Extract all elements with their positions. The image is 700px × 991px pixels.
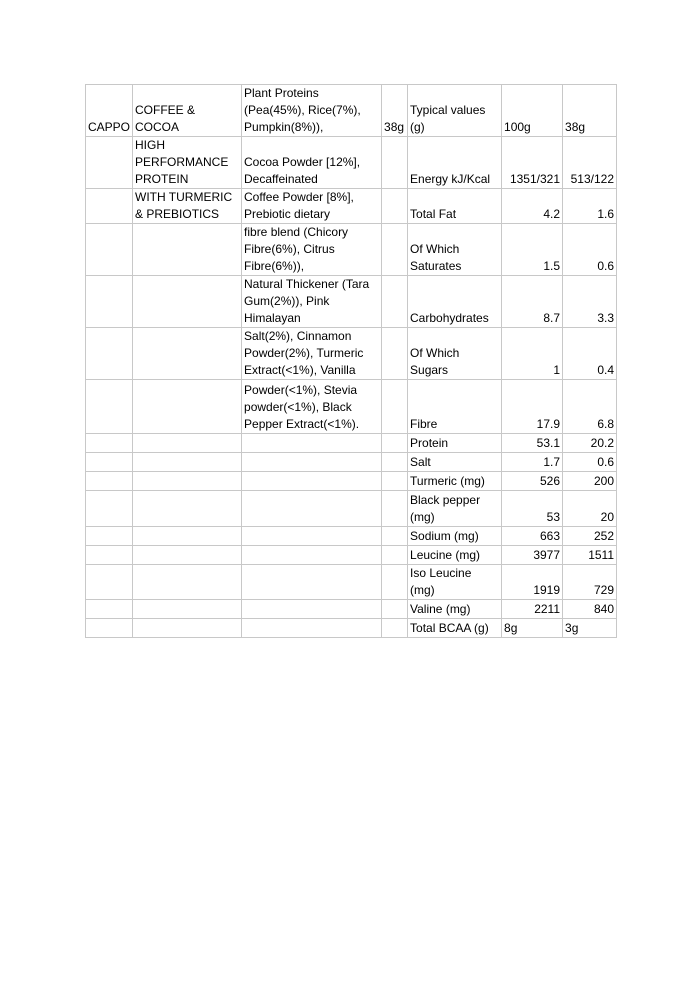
per-serving-value-cell[interactable]: 3.3 bbox=[563, 276, 617, 328]
table-row bbox=[86, 600, 617, 619]
empty-cell[interactable] bbox=[133, 380, 242, 434]
empty-cell[interactable] bbox=[86, 189, 133, 224]
empty-cell[interactable] bbox=[86, 328, 133, 380]
per-serving-value-cell[interactable]: 20 bbox=[563, 491, 617, 527]
table-row bbox=[86, 472, 617, 491]
empty-cell[interactable] bbox=[133, 527, 242, 546]
ingredients-cell[interactable]: Powder(<1%), Stevia powder(<1%), Black Pepper Extract(<1%). bbox=[242, 380, 382, 434]
per-serving-value-cell[interactable]: 0.4 bbox=[563, 328, 617, 380]
empty-cell[interactable] bbox=[382, 380, 408, 434]
empty-cell[interactable] bbox=[86, 619, 133, 638]
empty-cell[interactable] bbox=[242, 453, 382, 472]
table-row bbox=[86, 137, 617, 189]
per-serving-value-cell[interactable]: 513/122 bbox=[563, 137, 617, 189]
table-row bbox=[86, 189, 617, 224]
empty-cell[interactable] bbox=[86, 276, 133, 328]
empty-cell[interactable] bbox=[382, 600, 408, 619]
table-row bbox=[86, 565, 617, 600]
empty-cell[interactable] bbox=[242, 619, 382, 638]
empty-cell[interactable] bbox=[133, 491, 242, 527]
empty-cell[interactable] bbox=[133, 565, 242, 600]
empty-cell[interactable] bbox=[86, 472, 133, 491]
per-serving-value-cell[interactable]: 1.6 bbox=[563, 189, 617, 224]
per-serving-header[interactable]: 38g bbox=[563, 85, 617, 137]
brand-cell[interactable]: CAPPO bbox=[86, 85, 133, 137]
per-100g-header[interactable]: 100g bbox=[502, 85, 563, 137]
nutrient-label-cell[interactable]: Protein bbox=[408, 434, 502, 453]
per-100g-value-cell[interactable]: 1919 bbox=[502, 565, 563, 600]
nutrient-label-cell[interactable]: Black pepper (mg) bbox=[408, 491, 502, 527]
ingredients-cell[interactable]: Salt(2%), Cinnamon Powder(2%), Turmeric Extract(<1%), Vanilla bbox=[242, 328, 382, 380]
empty-cell[interactable] bbox=[382, 137, 408, 189]
per-serving-value-cell[interactable]: 729 bbox=[563, 565, 617, 600]
table-row bbox=[86, 380, 617, 434]
per-100g-value-cell[interactable]: 1 bbox=[502, 328, 563, 380]
per-100g-value-cell[interactable]: 1351/321 bbox=[502, 137, 563, 189]
empty-cell[interactable] bbox=[86, 546, 133, 565]
nutrient-label-cell[interactable]: Energy kJ/Kcal bbox=[408, 137, 502, 189]
nutrition-table bbox=[85, 84, 617, 638]
empty-cell[interactable] bbox=[242, 434, 382, 453]
empty-cell[interactable] bbox=[86, 380, 133, 434]
per-100g-value-cell[interactable]: 526 bbox=[502, 472, 563, 491]
empty-cell[interactable] bbox=[242, 472, 382, 491]
per-100g-value-cell[interactable]: 663 bbox=[502, 527, 563, 546]
product-descriptor-cell[interactable]: WITH TURMERIC & PREBIOTICS bbox=[133, 189, 242, 224]
per-100g-value-cell[interactable]: 4.2 bbox=[502, 189, 563, 224]
nutrient-label-cell[interactable]: Valine (mg) bbox=[408, 600, 502, 619]
nutrient-label-cell[interactable]: Leucine (mg) bbox=[408, 546, 502, 565]
empty-cell[interactable] bbox=[242, 546, 382, 565]
per-serving-value-cell[interactable]: 1511 bbox=[563, 546, 617, 565]
table-row bbox=[86, 276, 617, 328]
empty-cell[interactable] bbox=[382, 328, 408, 380]
empty-cell[interactable] bbox=[242, 527, 382, 546]
ingredients-cell[interactable]: Natural Thickener (Tara Gum(2%)), Pink Himalayan bbox=[242, 276, 382, 328]
per-100g-value-cell[interactable]: 8.7 bbox=[502, 276, 563, 328]
empty-cell[interactable] bbox=[382, 546, 408, 565]
empty-cell[interactable] bbox=[86, 565, 133, 600]
per-serving-value-cell[interactable]: 200 bbox=[563, 472, 617, 491]
empty-cell[interactable] bbox=[133, 619, 242, 638]
per-100g-value-cell[interactable]: 1.5 bbox=[502, 224, 563, 276]
product-descriptor-cell[interactable]: HIGH PERFORMANCE PROTEIN bbox=[133, 137, 242, 189]
table-row bbox=[86, 434, 617, 453]
per-100g-value-cell[interactable]: 17.9 bbox=[502, 380, 563, 434]
header-row bbox=[86, 85, 617, 137]
nutrient-label-cell[interactable]: Iso Leucine (mg) bbox=[408, 565, 502, 600]
per-serving-value-cell[interactable]: 840 bbox=[563, 600, 617, 619]
per-100g-value-cell[interactable]: 8g bbox=[502, 619, 563, 638]
empty-cell[interactable] bbox=[242, 565, 382, 600]
empty-cell[interactable] bbox=[133, 453, 242, 472]
serving-size-cell[interactable]: 38g bbox=[382, 85, 408, 137]
per-serving-value-cell[interactable]: 3g bbox=[563, 619, 617, 638]
empty-cell[interactable] bbox=[133, 600, 242, 619]
per-serving-value-cell[interactable]: 0.6 bbox=[563, 453, 617, 472]
per-100g-value-cell[interactable]: 2211 bbox=[502, 600, 563, 619]
empty-cell[interactable] bbox=[242, 600, 382, 619]
per-serving-value-cell[interactable]: 252 bbox=[563, 527, 617, 546]
empty-cell[interactable] bbox=[382, 453, 408, 472]
typical-values-header[interactable]: Typical values (g) bbox=[408, 85, 502, 137]
table-row bbox=[86, 453, 617, 472]
empty-cell[interactable] bbox=[382, 472, 408, 491]
table-row bbox=[86, 224, 617, 276]
empty-cell[interactable] bbox=[86, 137, 133, 189]
nutrient-label-cell[interactable]: Fibre bbox=[408, 380, 502, 434]
empty-cell[interactable] bbox=[382, 189, 408, 224]
nutrient-label-cell[interactable]: Total Fat bbox=[408, 189, 502, 224]
table-row bbox=[86, 491, 617, 527]
empty-cell[interactable] bbox=[382, 224, 408, 276]
empty-cell[interactable] bbox=[86, 434, 133, 453]
empty-cell[interactable] bbox=[133, 328, 242, 380]
empty-cell[interactable] bbox=[382, 276, 408, 328]
empty-cell[interactable] bbox=[86, 453, 133, 472]
empty-cell[interactable] bbox=[382, 434, 408, 453]
empty-cell[interactable] bbox=[133, 276, 242, 328]
ingredients-cell[interactable]: Plant Proteins (Pea(45%), Rice(7%), Pumpkin(8%)), bbox=[242, 85, 382, 137]
nutrient-label-cell[interactable]: Sodium (mg) bbox=[408, 527, 502, 546]
nutrient-label-cell[interactable]: Of Which Sugars bbox=[408, 328, 502, 380]
per-serving-value-cell[interactable]: 6.8 bbox=[563, 380, 617, 434]
empty-cell[interactable] bbox=[86, 491, 133, 527]
empty-cell[interactable] bbox=[86, 600, 133, 619]
per-100g-value-cell[interactable]: 53 bbox=[502, 491, 563, 527]
per-100g-value-cell[interactable]: 53.1 bbox=[502, 434, 563, 453]
ingredients-cell[interactable]: fibre blend (Chicory Fibre(6%), Citrus Fibre(6%)), bbox=[242, 224, 382, 276]
empty-cell[interactable] bbox=[133, 434, 242, 453]
nutrient-label-cell[interactable]: Of Which Saturates bbox=[408, 224, 502, 276]
per-100g-value-cell[interactable]: 3977 bbox=[502, 546, 563, 565]
nutrient-label-cell[interactable]: Salt bbox=[408, 453, 502, 472]
empty-cell[interactable] bbox=[86, 224, 133, 276]
empty-cell[interactable] bbox=[382, 619, 408, 638]
table-row bbox=[86, 328, 617, 380]
empty-cell[interactable] bbox=[382, 565, 408, 600]
empty-cell[interactable] bbox=[382, 527, 408, 546]
product-name-cell[interactable]: COFFEE & COCOA bbox=[133, 85, 242, 137]
empty-cell[interactable] bbox=[133, 472, 242, 491]
table-row bbox=[86, 619, 617, 638]
ingredients-cell[interactable]: Cocoa Powder [12%], Decaffeinated bbox=[242, 137, 382, 189]
ingredients-cell[interactable]: Coffee Powder [8%], Prebiotic dietary bbox=[242, 189, 382, 224]
nutrient-label-cell[interactable]: Turmeric (mg) bbox=[408, 472, 502, 491]
per-serving-value-cell[interactable]: 0.6 bbox=[563, 224, 617, 276]
empty-cell[interactable] bbox=[242, 491, 382, 527]
per-100g-value-cell[interactable]: 1.7 bbox=[502, 453, 563, 472]
table-row bbox=[86, 527, 617, 546]
empty-cell[interactable] bbox=[86, 527, 133, 546]
nutrient-label-cell[interactable]: Total BCAA (g) bbox=[408, 619, 502, 638]
empty-cell[interactable] bbox=[382, 491, 408, 527]
per-serving-value-cell[interactable]: 20.2 bbox=[563, 434, 617, 453]
table-row bbox=[86, 546, 617, 565]
empty-cell[interactable] bbox=[133, 546, 242, 565]
empty-cell[interactable] bbox=[133, 224, 242, 276]
nutrient-label-cell[interactable]: Carbohydrates bbox=[408, 276, 502, 328]
